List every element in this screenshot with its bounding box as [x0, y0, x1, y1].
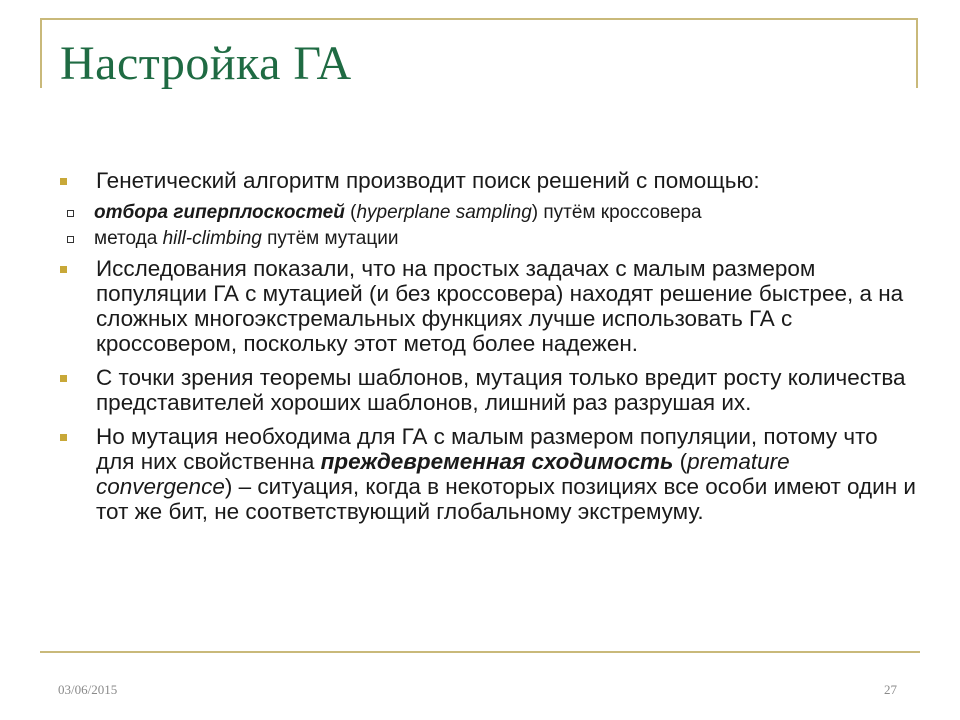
square-bullet-icon [60, 178, 67, 185]
frame-left-line [40, 18, 42, 88]
bullet-text: Генетический алгоритм производит поиск решений с помощью: [96, 168, 760, 193]
frame-right-line [916, 18, 918, 88]
square-bullet-icon [60, 266, 67, 273]
bullet-item [58, 365, 918, 415]
sub-item-english-term: hill-climbing [162, 228, 262, 249]
bullet-item [58, 256, 918, 356]
sub-item-text: метода [94, 228, 163, 249]
square-bullet-icon [60, 375, 67, 382]
frame-top-line [40, 18, 918, 20]
bullet-text: Но мутация необходима для ГА с малым размером популяции, потому что для них свойственна [96, 424, 878, 474]
sub-item-text: ( [344, 202, 357, 223]
hollow-square-bullet-icon [67, 210, 74, 217]
sub-item-term: отбора гиперплоскостей [94, 202, 345, 223]
slide-content [58, 168, 918, 533]
square-bullet-icon [60, 434, 67, 441]
sub-list [60, 202, 918, 250]
bullet-text: Исследования показали, что на простых задачах с малым размером популяции ГА с мутацией (и без кроссовера) находят решение быстрее, а на сложных многоэкстремальных функциях лучше использовать ГА с кроссовером, поскольку этот метод более надежен. [96, 256, 904, 356]
bullet-item [58, 424, 918, 524]
sub-item-english-term: hyperplane sampling [356, 202, 532, 223]
frame-bottom-line [40, 651, 920, 653]
sub-item [60, 228, 918, 250]
bullet-term: преждевременная сходимость [320, 449, 674, 474]
bullet-text: С точки зрения теоремы шаблонов, мутация только вредит росту количества представителей хороших шаблонов, лишний раз разрушая их. [96, 365, 906, 415]
page-number: 27 [884, 682, 897, 697]
slide-title: Настройка ГА [60, 37, 352, 90]
sub-item-text: путём мутации [261, 228, 399, 249]
sub-item [60, 202, 918, 224]
footer-date: 03/06/2015 [58, 682, 118, 697]
hollow-square-bullet-icon [67, 236, 74, 243]
bullet-text: ( [673, 449, 688, 474]
sub-item-text: ) путём кроссовера [531, 202, 702, 223]
bullet-item [58, 168, 918, 193]
bullet-english-term: premature convergence [96, 449, 790, 499]
bullet-text: ) – ситуация, когда в некоторых позициях все особи имеют один и тот же бит, не соответствующий глобальному экстремуму. [96, 474, 916, 524]
